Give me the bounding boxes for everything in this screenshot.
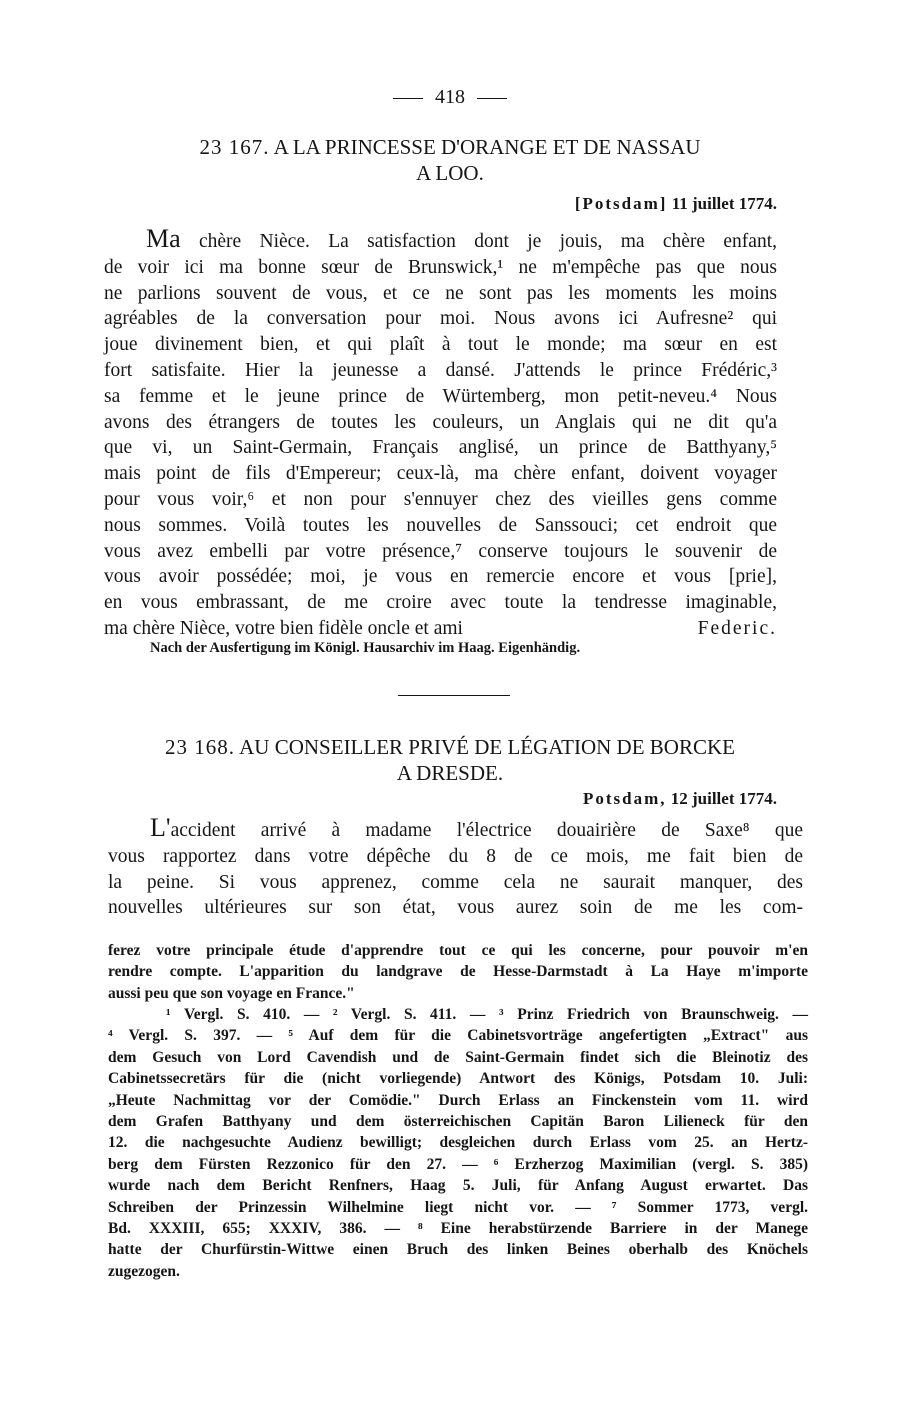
letter-heading-line2: A DRESDE. [396, 761, 504, 785]
body-line: vous avez embelli par votre présence,⁷ conserve toujours le souvenir de [104, 540, 777, 562]
body-line: joue divinement bien, et qui plaît à tout le monde; ma sœur en est [104, 334, 777, 356]
letter-heading-line1: AU CONSEILLER PRIVÉ DE LÉGATION DE BORCKE [239, 735, 735, 759]
initial-word: Ma [146, 224, 181, 253]
body-line: en vous embrassant, de me croire avec toute la tendresse imaginable, [104, 592, 777, 614]
body-line: que vi, un Saint-Germain, Français anglisé, un prince de Batthyany,⁵ [104, 437, 777, 459]
footnote-line: rendre compte. L'apparition du landgrave de Hesse-Darmstadt à La Haye m'importe [108, 963, 808, 981]
letter-body-23167 [104, 226, 777, 642]
page-number-dash-left [393, 98, 423, 99]
letter-number: 23 167. [199, 135, 270, 159]
page-number [0, 86, 900, 109]
body-line: fort satisfaite. Hier la jeunesse a dansé. J'attends le prince Frédéric,³ [104, 359, 777, 381]
date-text: 12 juillet 1774. [670, 789, 777, 808]
body-line: vous avoir possédée; moi, je vous en remercie encore et vous [prie], [104, 566, 777, 588]
page-number-text: 418 [435, 86, 465, 108]
letter-date-23168 [583, 789, 777, 809]
body-line: L'accident arrivé à madame l'électrice douairière de Saxe⁸ que [150, 813, 803, 842]
signature: Federic. [697, 617, 777, 639]
page-number-dash-right [477, 98, 507, 99]
body-line: mais point de fils d'Empereur; ceux-là, ma chère enfant, doivent voyager [104, 463, 777, 485]
body-line: nous sommes. Voilà toutes les nouvelles de Sanssouci; cet endroit que [104, 514, 777, 536]
footnote-line: Bd. XXXIII, 655; XXXIV, 386. — ⁸ Eine herabstürzende Barriere in der Manege [108, 1220, 808, 1238]
body-line-closing: ma chère Nièce, votre bien fidèle oncle et ami Federic. [104, 616, 777, 642]
body-line: agréables de la conversation pour moi. Nous avons ici Aufresne² qui [104, 308, 777, 330]
letter-date-23167 [575, 194, 777, 214]
body-line: pour vous voir,⁶ et non pour s'ennuyer chez des vieilles gens comme [104, 488, 777, 510]
footnote-line: berg dem Fürsten Rezzonico für den 27. — ⁶ Erzherzog Maximilian (vergl. S. 385) [108, 1155, 808, 1173]
letter-heading-23167 [100, 134, 800, 186]
footnote-line: „Heute Nachmittag vor der Comödie." Durch Erlass an Finckenstein vom 11. wird [108, 1091, 808, 1109]
date-text: 11 juillet 1774. [671, 194, 777, 213]
body-line: vous rapportez dans votre dépêche du 8 de ce mois, me fait bien de [108, 845, 803, 867]
body-line: Ma chère Nièce. La satisfaction dont je jouis, ma chère enfant, [146, 224, 778, 253]
date-place: [Potsdam] [574, 194, 668, 213]
footnote-line: dem Grafen Batthyany und dem österreichischen Capitän Baron Lilieneck für den [108, 1113, 808, 1131]
body-line: ne parlions souvent de vous, et ce ne sont pas les moments les moins [104, 282, 777, 304]
footnote-line: hatte der Churfürstin-Wittwe einen Bruch des linken Beines oberhalb des Knöchels [108, 1241, 808, 1259]
footnotes [108, 1004, 808, 1282]
footnote-line: ferez votre principale étude d'apprendre tout ce qui les concerne, pour pouvoir m'en [108, 942, 808, 959]
body-line: nouvelles ultérieures sur son état, vous aurez soin de me les com- [108, 897, 803, 919]
footnote-line: zugezogen. [108, 1262, 180, 1280]
footnote-line: 12. die nachgesuchte Audienz bewilligt; desgleichen durch Erlass vom 25. an Hertz- [108, 1134, 808, 1152]
letter-heading-23168 [100, 734, 800, 786]
footnote-continuation [108, 940, 808, 1004]
footnote-line: wurde nach dem Bericht Renfners, Haag 5. Juli, für Anfang August erwartet. Das [108, 1177, 808, 1195]
body-line: la peine. Si vous apprenez, comme cela ne saurait manquer, des [108, 871, 803, 893]
footnote-line: ⁴ Vergl. S. 397. — ⁵ Auf dem für die Cabinetsvorträge angefertigten „Extract" aus [108, 1027, 808, 1045]
letter-body-23168 [108, 815, 803, 921]
footnote-line: ¹ Vergl. S. 410. — ² Vergl. S. 411. — ³ Prinz Friedrich von Braunschweig. — [166, 1006, 808, 1023]
section-divider [398, 695, 510, 696]
letter-heading-line2: A LOO. [416, 161, 484, 185]
footnote-line: Schreiben der Prinzessin Wilhelmine liegt nicht vor. — ⁷ Sommer 1773, vergl. [108, 1198, 808, 1216]
footnote-line: aussi peu que son voyage en France." [108, 984, 355, 1002]
body-line: avons des étrangers de toutes les couleurs, un Anglais qui ne dit qu'a [104, 411, 777, 433]
body-line: de voir ici ma bonne sœur de Brunswick,¹ ne m'empêche pas que nous [104, 256, 777, 278]
footnote-line: dem Gesuch von Lord Cavendish und de Saint-Germain findet sich die Bleinotiz des [108, 1048, 808, 1066]
body-line: sa femme et le jeune prince de Würtemberg, mon petit-neveu.⁴ Nous [104, 385, 777, 407]
footnote-line: Cabinetssecretärs für die (nicht vorliegende) Antwort des Königs, Potsdam 10. Juli: [108, 1070, 808, 1088]
date-place: Potsdam, [582, 789, 667, 808]
letter-heading-line1: A LA PRINCESSE D'ORANGE ET DE NASSAU [273, 135, 701, 159]
letter-number: 23 168. [165, 735, 236, 759]
source-note: Nach der Ausfertigung im Königl. Hausarchiv im Haag. Eigenhändig. [150, 640, 581, 656]
initial-word: L' [150, 813, 171, 842]
